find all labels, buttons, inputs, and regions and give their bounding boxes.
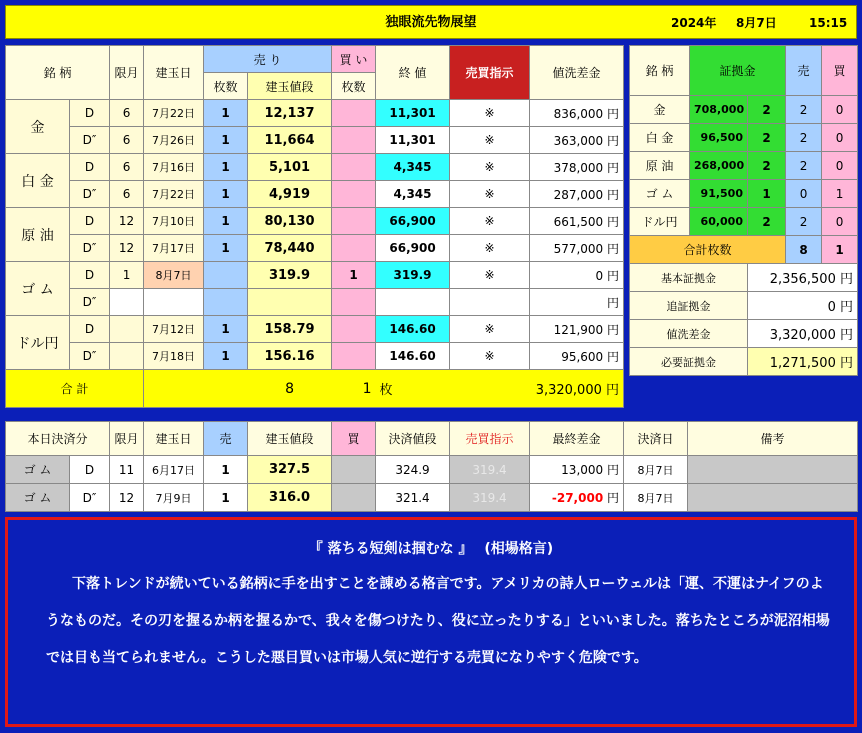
position-month: 6 [110,181,144,208]
position-close: 11,301 [376,100,450,127]
position-month [110,289,144,316]
settled-diff-value: -27,000 [551,491,604,505]
col-close: 終 値 [376,46,450,100]
position-instr: ※ [450,100,530,127]
summary-value-number: 3,320,000 [769,328,836,343]
position-date [144,289,204,316]
position-close: 146.60 [376,316,450,343]
quote-body: 下落トレンドが続いている銘柄に手を出すことを諌める格言です。アメリカの詩人ローウェルは「運、不運はナイフのようなものだ。その刃を握るか柄を握るかで、我々を傷つけたり、役に立ったりする」といいました。落ちたところが泥沼相場では目も当てられません。こうした悪目買いは市場人気に逆行する売買になりやすく危険です。 [46,576,830,666]
margin-sell: 2 [786,208,822,236]
settled-sdate: 8月7日 [624,456,688,484]
position-price [248,289,332,316]
position-diff-value: 836,000 [553,106,604,121]
settled-date: 7月9日 [144,484,204,512]
settled-name: ゴ ム [6,484,70,512]
position-sell-qty: 1 [204,343,248,370]
position-diff [530,208,624,235]
position-close [376,289,450,316]
header-date: 8月7日 [736,16,777,30]
position-price: 12,137 [248,100,332,127]
position-sell-qty: 1 [204,100,248,127]
position-buy-qty [332,181,376,208]
position-diff [530,235,624,262]
position-instr: ※ [450,343,530,370]
settled-col-date: 建玉日 [144,422,204,456]
summary-value-number: 2,356,500 [769,272,836,287]
settled-table [5,421,858,512]
position-row [6,235,624,262]
position-diff-unit: 円 [607,295,620,310]
position-sell-qty: 1 [204,154,248,181]
settled-diff-value: 13,000 [561,463,604,477]
position-diff [530,154,624,181]
position-type: D [70,316,110,343]
margin-name: 金 [630,96,690,124]
position-month: 6 [110,154,144,181]
settled-panel [5,421,858,512]
settled-instr: 319.4 [450,484,530,512]
col-buy-qty: 枚数 [332,73,376,100]
position-month: 6 [110,100,144,127]
summary-row [630,292,858,320]
settled-sdate: 8月7日 [624,484,688,512]
total-sell: 8 [248,370,332,408]
total-buy: 1 [332,370,376,408]
position-instr: ※ [450,127,530,154]
position-price: 319.9 [248,262,332,289]
position-diff-unit: 円 [607,349,620,364]
settled-diff-unit: 円 [607,491,620,505]
margin-col-sell: 売 [786,46,822,96]
position-name: ゴ ム [6,262,70,316]
position-diff [530,262,624,289]
position-type: D″ [70,235,110,262]
position-price: 156.16 [248,343,332,370]
margin-total-sell: 8 [786,236,822,264]
summary-value-number: 1,271,500 [769,356,836,371]
col-buy: 買 い [332,46,376,73]
margin-count: 2 [748,96,786,124]
summary-row [630,348,858,376]
settled-instr: 319.4 [450,456,530,484]
margin-row [630,124,858,152]
position-diff-unit: 円 [607,160,620,175]
position-buy-qty [332,154,376,181]
settled-col-settle: 決済値段 [376,422,450,456]
margin-sell: 2 [786,96,822,124]
margin-total-buy: 1 [822,236,858,264]
margin-name: ゴ ム [630,180,690,208]
position-type: D″ [70,289,110,316]
margin-count: 1 [748,180,786,208]
col-sell: 売 り [204,46,332,73]
position-close: 4,345 [376,181,450,208]
summary-value [748,264,858,292]
header-bar [5,5,857,39]
position-type: D [70,208,110,235]
settled-date: 6月17日 [144,456,204,484]
summary-value-unit: 円 [840,272,854,287]
total-diff-value: 3,320,000 [535,383,602,398]
settled-col-sdate: 決済日 [624,422,688,456]
col-price: 建玉値段 [248,73,332,100]
margin-amount: 60,000 [690,208,748,236]
position-close: 66,900 [376,208,450,235]
settled-col-sell: 売 [204,422,248,456]
total-label: 合 計 [6,370,144,408]
position-diff [530,316,624,343]
position-buy-qty [332,316,376,343]
position-row [6,208,624,235]
settled-name: ゴ ム [6,456,70,484]
position-diff [530,181,624,208]
margin-amount: 708,000 [690,96,748,124]
position-price: 80,130 [248,208,332,235]
position-sell-qty: 1 [204,316,248,343]
margin-total-label: 合計枚数 [630,236,786,264]
position-month [110,316,144,343]
margin-amount: 91,500 [690,180,748,208]
settled-note [688,484,858,512]
position-diff [530,100,624,127]
position-date: 7月26日 [144,127,204,154]
position-month: 1 [110,262,144,289]
position-diff-value: 95,600 [561,349,604,364]
position-date: 7月16日 [144,154,204,181]
position-close: 4,345 [376,154,450,181]
margin-panel [629,45,857,376]
margin-amount: 96,500 [690,124,748,152]
position-price: 5,101 [248,154,332,181]
summary-value [748,292,858,320]
position-type: D″ [70,181,110,208]
margin-count: 2 [748,124,786,152]
margin-count: 2 [748,152,786,180]
position-price: 78,440 [248,235,332,262]
position-diff-unit: 円 [607,322,620,337]
col-instr: 売買指示 [450,46,530,100]
position-diff-unit: 円 [607,133,620,148]
position-price: 158.79 [248,316,332,343]
position-row [6,181,624,208]
position-date: 7月22日 [144,181,204,208]
position-price: 4,919 [248,181,332,208]
settled-sell: 1 [204,484,248,512]
position-row [6,343,624,370]
page-title: 独眼流先物展望 [385,15,477,30]
position-row [6,127,624,154]
quote-box [5,517,857,727]
settled-price: 327.5 [248,456,332,484]
position-sell-qty: 1 [204,127,248,154]
settled-col-month: 限月 [110,422,144,456]
position-buy-qty [332,100,376,127]
settled-col-price: 建玉値段 [248,422,332,456]
position-diff-value: 287,000 [553,187,604,202]
position-diff-unit: 円 [607,214,620,229]
margin-buy: 1 [822,180,858,208]
summary-value-unit: 円 [840,300,854,315]
settled-buy [332,484,376,512]
position-close: 319.9 [376,262,450,289]
margin-name: 原 油 [630,152,690,180]
margin-buy: 0 [822,124,858,152]
settled-settle: 324.9 [376,456,450,484]
margin-col-buy: 買 [822,46,858,96]
position-sell-qty: 1 [204,235,248,262]
margin-sell: 2 [786,152,822,180]
position-diff [530,289,624,316]
header-year: 2024年 [671,16,717,30]
col-date: 建玉日 [144,46,204,100]
position-buy-qty [332,235,376,262]
summary-row [630,320,858,348]
position-diff-value: 378,000 [553,160,604,175]
position-month: 12 [110,208,144,235]
position-date: 7月12日 [144,316,204,343]
margin-row [630,208,858,236]
settled-col-note: 備考 [688,422,858,456]
position-type: D [70,100,110,127]
summary-value [748,320,858,348]
position-buy-qty [332,208,376,235]
position-name: 原 油 [6,208,70,262]
position-row [6,262,624,289]
position-buy-qty [332,343,376,370]
col-name: 銘 柄 [6,46,110,100]
position-type: D″ [70,343,110,370]
position-row [6,100,624,127]
position-date: 8月7日 [144,262,204,289]
summary-value [748,348,858,376]
settled-diff [530,456,624,484]
settled-type: D [70,456,110,484]
margin-sell: 2 [786,124,822,152]
total-unit: 枚 [376,370,450,408]
position-close: 11,301 [376,127,450,154]
position-type: D″ [70,127,110,154]
settled-col-instr: 売買指示 [450,422,530,456]
position-diff-unit: 円 [607,268,620,283]
settled-month: 11 [110,456,144,484]
position-buy-qty [332,289,376,316]
margin-row [630,180,858,208]
position-instr: ※ [450,316,530,343]
position-date: 7月17日 [144,235,204,262]
position-type: D [70,262,110,289]
settled-type: D″ [70,484,110,512]
summary-label: 基本証拠金 [630,264,748,292]
position-diff-unit: 円 [607,241,620,256]
settled-row [6,456,858,484]
settled-row [6,484,858,512]
position-diff-unit: 円 [607,187,620,202]
position-price: 11,664 [248,127,332,154]
settled-settle: 321.4 [376,484,450,512]
margin-col-name: 銘 柄 [630,46,690,96]
position-month: 12 [110,235,144,262]
position-diff-unit: 円 [607,106,620,121]
position-diff [530,127,624,154]
position-sell-qty: 1 [204,181,248,208]
total-diff-unit: 円 [606,383,620,398]
settled-col-diff: 最終差金 [530,422,624,456]
position-sell-qty: 1 [204,208,248,235]
summary-value-number: 0 [827,300,836,315]
settled-col-buy: 買 [332,422,376,456]
settled-col-title: 本日決済分 [6,422,110,456]
settled-price: 316.0 [248,484,332,512]
position-instr: ※ [450,181,530,208]
margin-table [629,45,858,376]
summary-label: 必要証拠金 [630,348,748,376]
positions-panel [5,45,624,408]
settled-diff [530,484,624,512]
position-month: 6 [110,127,144,154]
summary-value-unit: 円 [840,356,854,371]
quote-title: 『 落ちる短剣は掴むな 』 (相場格言) [308,541,554,557]
position-date: 7月22日 [144,100,204,127]
position-month [110,343,144,370]
position-date: 7月18日 [144,343,204,370]
position-instr: ※ [450,235,530,262]
position-diff-value: 577,000 [553,241,604,256]
settled-diff-unit: 円 [607,463,620,477]
margin-row [630,152,858,180]
position-instr: ※ [450,154,530,181]
summary-label: 値洗差金 [630,320,748,348]
margin-col-amount: 証拠金 [690,46,786,96]
position-row [6,316,624,343]
total-diff [450,370,624,408]
settled-note [688,456,858,484]
margin-sell: 0 [786,180,822,208]
position-date: 7月10日 [144,208,204,235]
position-name: 金 [6,100,70,154]
position-name: 白 金 [6,154,70,208]
position-diff [530,343,624,370]
position-sell-qty [204,262,248,289]
position-row [6,154,624,181]
position-sell-qty [204,289,248,316]
col-month: 限月 [110,46,144,100]
settled-buy [332,456,376,484]
position-close: 66,900 [376,235,450,262]
margin-name: ドル円 [630,208,690,236]
position-diff-value: 661,500 [553,214,604,229]
positions-table [5,45,624,408]
position-buy-qty: 1 [332,262,376,289]
header-time: 15:15 [809,16,848,30]
position-diff-value: 363,000 [553,133,604,148]
margin-amount: 268,000 [690,152,748,180]
margin-row [630,96,858,124]
col-sell-qty: 枚数 [204,73,248,100]
position-type: D [70,154,110,181]
summary-row [630,264,858,292]
position-buy-qty [332,127,376,154]
position-close: 146.60 [376,343,450,370]
margin-buy: 0 [822,152,858,180]
position-name: ドル円 [6,316,70,370]
margin-count: 2 [748,208,786,236]
summary-value-unit: 円 [840,328,854,343]
col-diff: 値洗差金 [530,46,624,100]
position-instr [450,289,530,316]
position-row [6,289,624,316]
position-instr: ※ [450,208,530,235]
position-instr: ※ [450,262,530,289]
settled-sell: 1 [204,456,248,484]
settled-month: 12 [110,484,144,512]
summary-label: 追証拠金 [630,292,748,320]
margin-buy: 0 [822,208,858,236]
position-diff-value: 121,900 [553,322,604,337]
margin-buy: 0 [822,96,858,124]
margin-name: 白 金 [630,124,690,152]
position-diff-value: 0 [595,268,604,283]
